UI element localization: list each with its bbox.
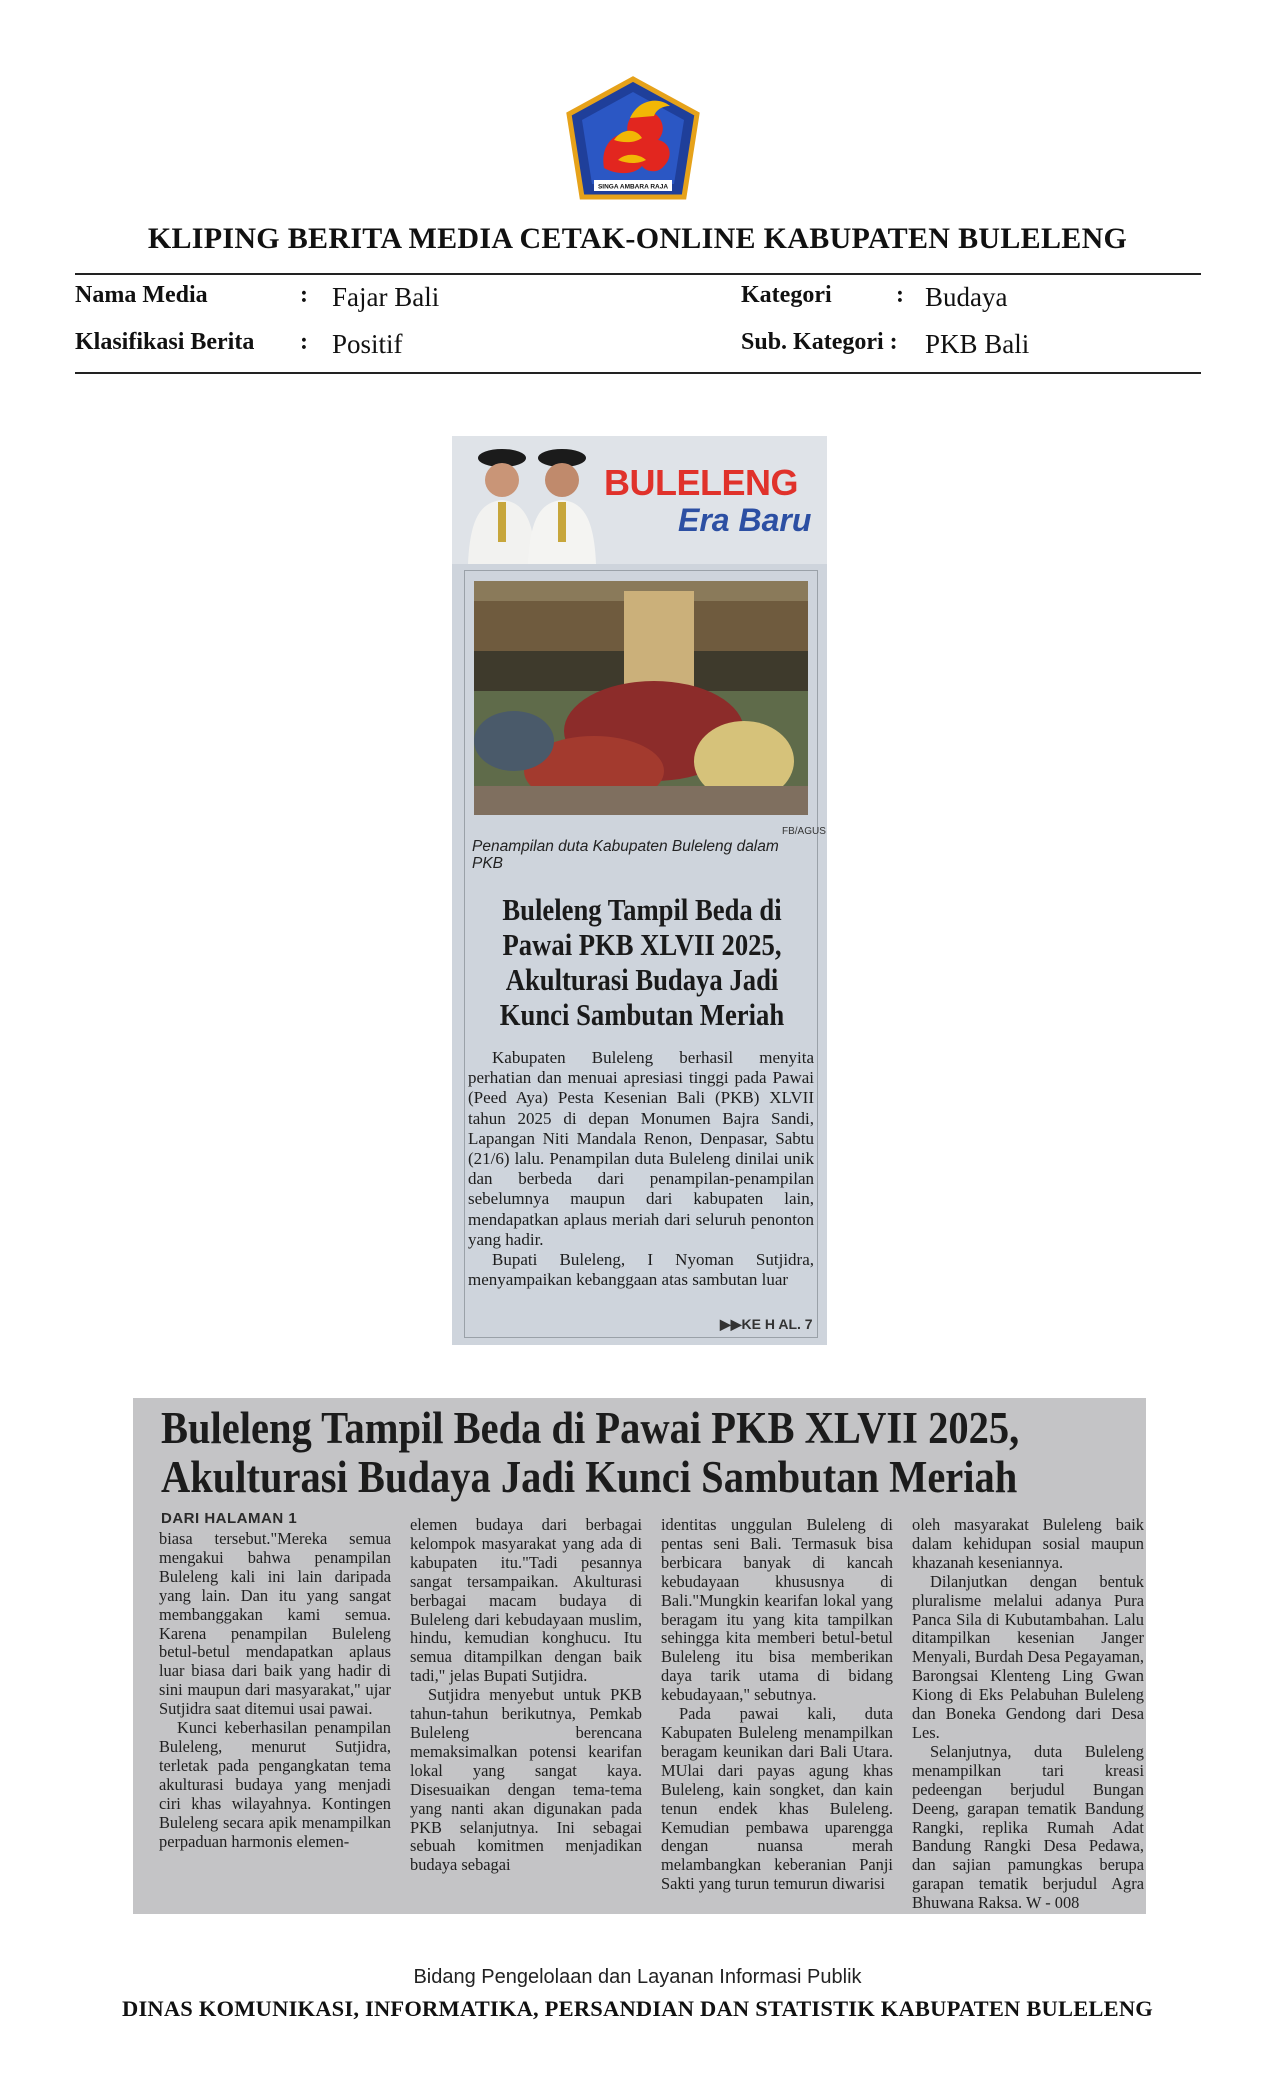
crest-text: SINGA AMBARA RAJA	[597, 183, 669, 191]
article-column-1	[159, 1530, 391, 1851]
article-paragraph: identitas unggulan Buleleng di pentas seni Bali. Termasuk bisa berbicara banyak di kancah kebudayaan khususnya di Bali."Mungkin kearifan lokal yang beragam itu yang kita tampilkan sehingga kita memberi betul-betul Buleleng itu bisa memberikan daya tarik utama di bidang kebudayaan," sebutnya.	[661, 1515, 893, 1705]
clipping-banner	[452, 436, 827, 564]
article-paragraph: oleh masyarakat Buleleng baik dalam kehidupan sosial maupun khazanah keseniannya.	[912, 1515, 1144, 1572]
footer-agency: DINAS KOMUNIKASI, INFORMATIKA, PERSANDIAN DAN STATISTIK KABUPATEN BULELENG	[122, 1996, 1153, 2021]
photo-credit: FB/AGUS	[782, 826, 826, 837]
subkategori-label: Sub. Kategori :	[741, 329, 898, 355]
footer-division: Bidang Pengelolaan dan Layanan Informasi Publik	[413, 1966, 862, 1988]
continued-headline-line1: Buleleng Tampil Beda di Pawai PKB XLVII 2025,	[161, 1403, 1020, 1453]
newspaper-clipping-front	[452, 436, 827, 1345]
subkategori-value: PKB Bali	[925, 329, 1030, 359]
media-value: Fajar Bali	[332, 282, 440, 312]
media-label: Nama Media	[75, 282, 208, 308]
continued-headline	[161, 1404, 1025, 1502]
klasifikasi-label: Klasifikasi Berita	[75, 329, 255, 355]
klasifikasi-colon: :	[300, 329, 308, 355]
photo-caption: Penampilan duta Kabupaten Buleleng dalam PKB	[472, 838, 779, 872]
article-column-2	[410, 1516, 642, 1875]
parade-photo	[474, 581, 808, 815]
article-paragraph: Dilanjutkan dengan bentuk pluralisme melalui adanya Pura Panca Sila di Kubutambahan. Lalu ditampilkan kesenian Janger Menyali, Burdah Desa Pegayaman, Barongsai Klenteng Ling Gwan Kiong di Eks Pelabuhan Buleleng dan Boneka Gendong dari Desa Les.	[912, 1571, 1144, 1742]
article-paragraph: Kabupaten Buleleng berhasil menyita perhatian dan menuai apresiasi tinggi pada Pawai (Peed Aya) Pesta Kesenian Bali (PKB) XLVII tahun 2025 di depan Monumen Bajra Sandi, Lapangan Niti Mandala Renon, Denpasar, Sabtu (21/6) lalu. Penampilan duta Buleleng dinilai unik dan berbeda dari penampilan-penampilan sebelumnya maupun dari kabupaten lain, mendapatkan aplaus meriah dari seluruh penonton yang hadir.	[468, 1048, 814, 1249]
article-paragraph: Selanjutnya, duta Buleleng menampilkan tari kreasi pedeengan berjudul Bungan Deeng, garapan tematik Bandung Rangki, replika Rumah Adat Bandung Rangki Desa Pedawa, dan sajian pamungkas berupa garapan tematik berjudul Agra Bhuwana Raksa. W - 008	[912, 1741, 1144, 1913]
article-paragraph: Bupati Buleleng, I Nyoman Sutjidra, menyampaikan kebanggaan atas sambutan luar	[468, 1250, 814, 1290]
article-body	[468, 1048, 814, 1290]
brand-buleleng: BULELENG	[604, 462, 798, 503]
continued-headline-line2: Akulturasi Budaya Jadi Kunci Sambutan Meriah	[161, 1452, 1018, 1502]
kabupaten-crest-logo	[566, 76, 700, 200]
klasifikasi-value: Positif	[332, 329, 403, 359]
document-title: KLIPING BERITA MEDIA CETAK-ONLINE KABUPATEN BULELENG	[147, 222, 1128, 255]
article-paragraph: Pada pawai kali, duta Kabupaten Buleleng menampilkan beragam keunikan dari Bali Utara. MUlai dari payas agung khas Buleleng, kain songket, dan kain tenun endek khas Buleleng. Kemudian pembawa uparengga dengan nuansa merah melambangkan keberanian Panji Sakti yang turun temurun diwarisi	[661, 1704, 893, 1894]
officials-photo	[460, 436, 600, 564]
kategori-colon: :	[896, 282, 904, 308]
continued-page-marker: ▶▶KE H AL. 7	[720, 1316, 813, 1332]
article-paragraph: elemen budaya dari berbagai kelompok masyarakat yang ada di kabupaten itu."Tadi pesannya sangat tersampaikan. Akulturasi berbagai macam budaya di Buleleng dari kebudayaan muslim, hindu, kemudian konghucu. Itu semua ditampilkan dengan baik tadi," jelas Bupati Sutjidra.	[410, 1515, 642, 1686]
article-headline: Buleleng Tampil Beda di Pawai PKB XLVII 2025, Akulturasi Budaya Jadi Kunci Sambutan Meriah	[499, 892, 785, 1032]
kategori-label: Kategori	[741, 282, 832, 308]
article-column-4	[912, 1516, 1144, 1913]
newspaper-clipping-continued	[133, 1398, 1146, 1914]
bottom-divider	[75, 372, 1201, 374]
kategori-value: Budaya	[925, 282, 1008, 312]
brand-era-baru: Era Baru	[678, 502, 812, 538]
media-colon: :	[300, 282, 308, 308]
top-divider	[75, 273, 1201, 275]
from-page-label: DARI HALAMAN 1	[161, 1510, 298, 1527]
continued-page-text: KE H AL. 7	[741, 1316, 813, 1332]
article-paragraph: Sutjidra menyebut untuk PKB tahun-tahun berikutnya, Pemkab Buleleng berencana memaksimalkan potensi kearifan lokal yang sangat kaya. Disesuaikan dengan tema-tema yang nanti akan digunakan pada PKB selanjutnya. Ini sebagai sebuah komitmen menjadikan budaya sebagai	[410, 1685, 642, 1875]
article-column-3	[661, 1516, 893, 1894]
article-paragraph: biasa tersebut."Mereka semua mengakui bahwa penampilan Buleleng kali ini lain daripada yang lain. Dan itu yang sangat membanggakan kami semua. Karena penampilan Buleleng betul-betul mendapatkan aplaus luar biasa dari baik yang hadir di sini maupun dari masyarakat," ujar Sutjidra saat ditemui usai pawai.	[159, 1529, 391, 1719]
article-paragraph: Kunci keberhasilan penampilan Buleleng, menurut Sutjidra, terletak pada pengangkatan tema akulturasi budaya yang menjadi ciri khas wilayahnya. Kontingen Buleleng secara apik menampilkan perpaduan harmonis elemen-	[159, 1718, 391, 1851]
